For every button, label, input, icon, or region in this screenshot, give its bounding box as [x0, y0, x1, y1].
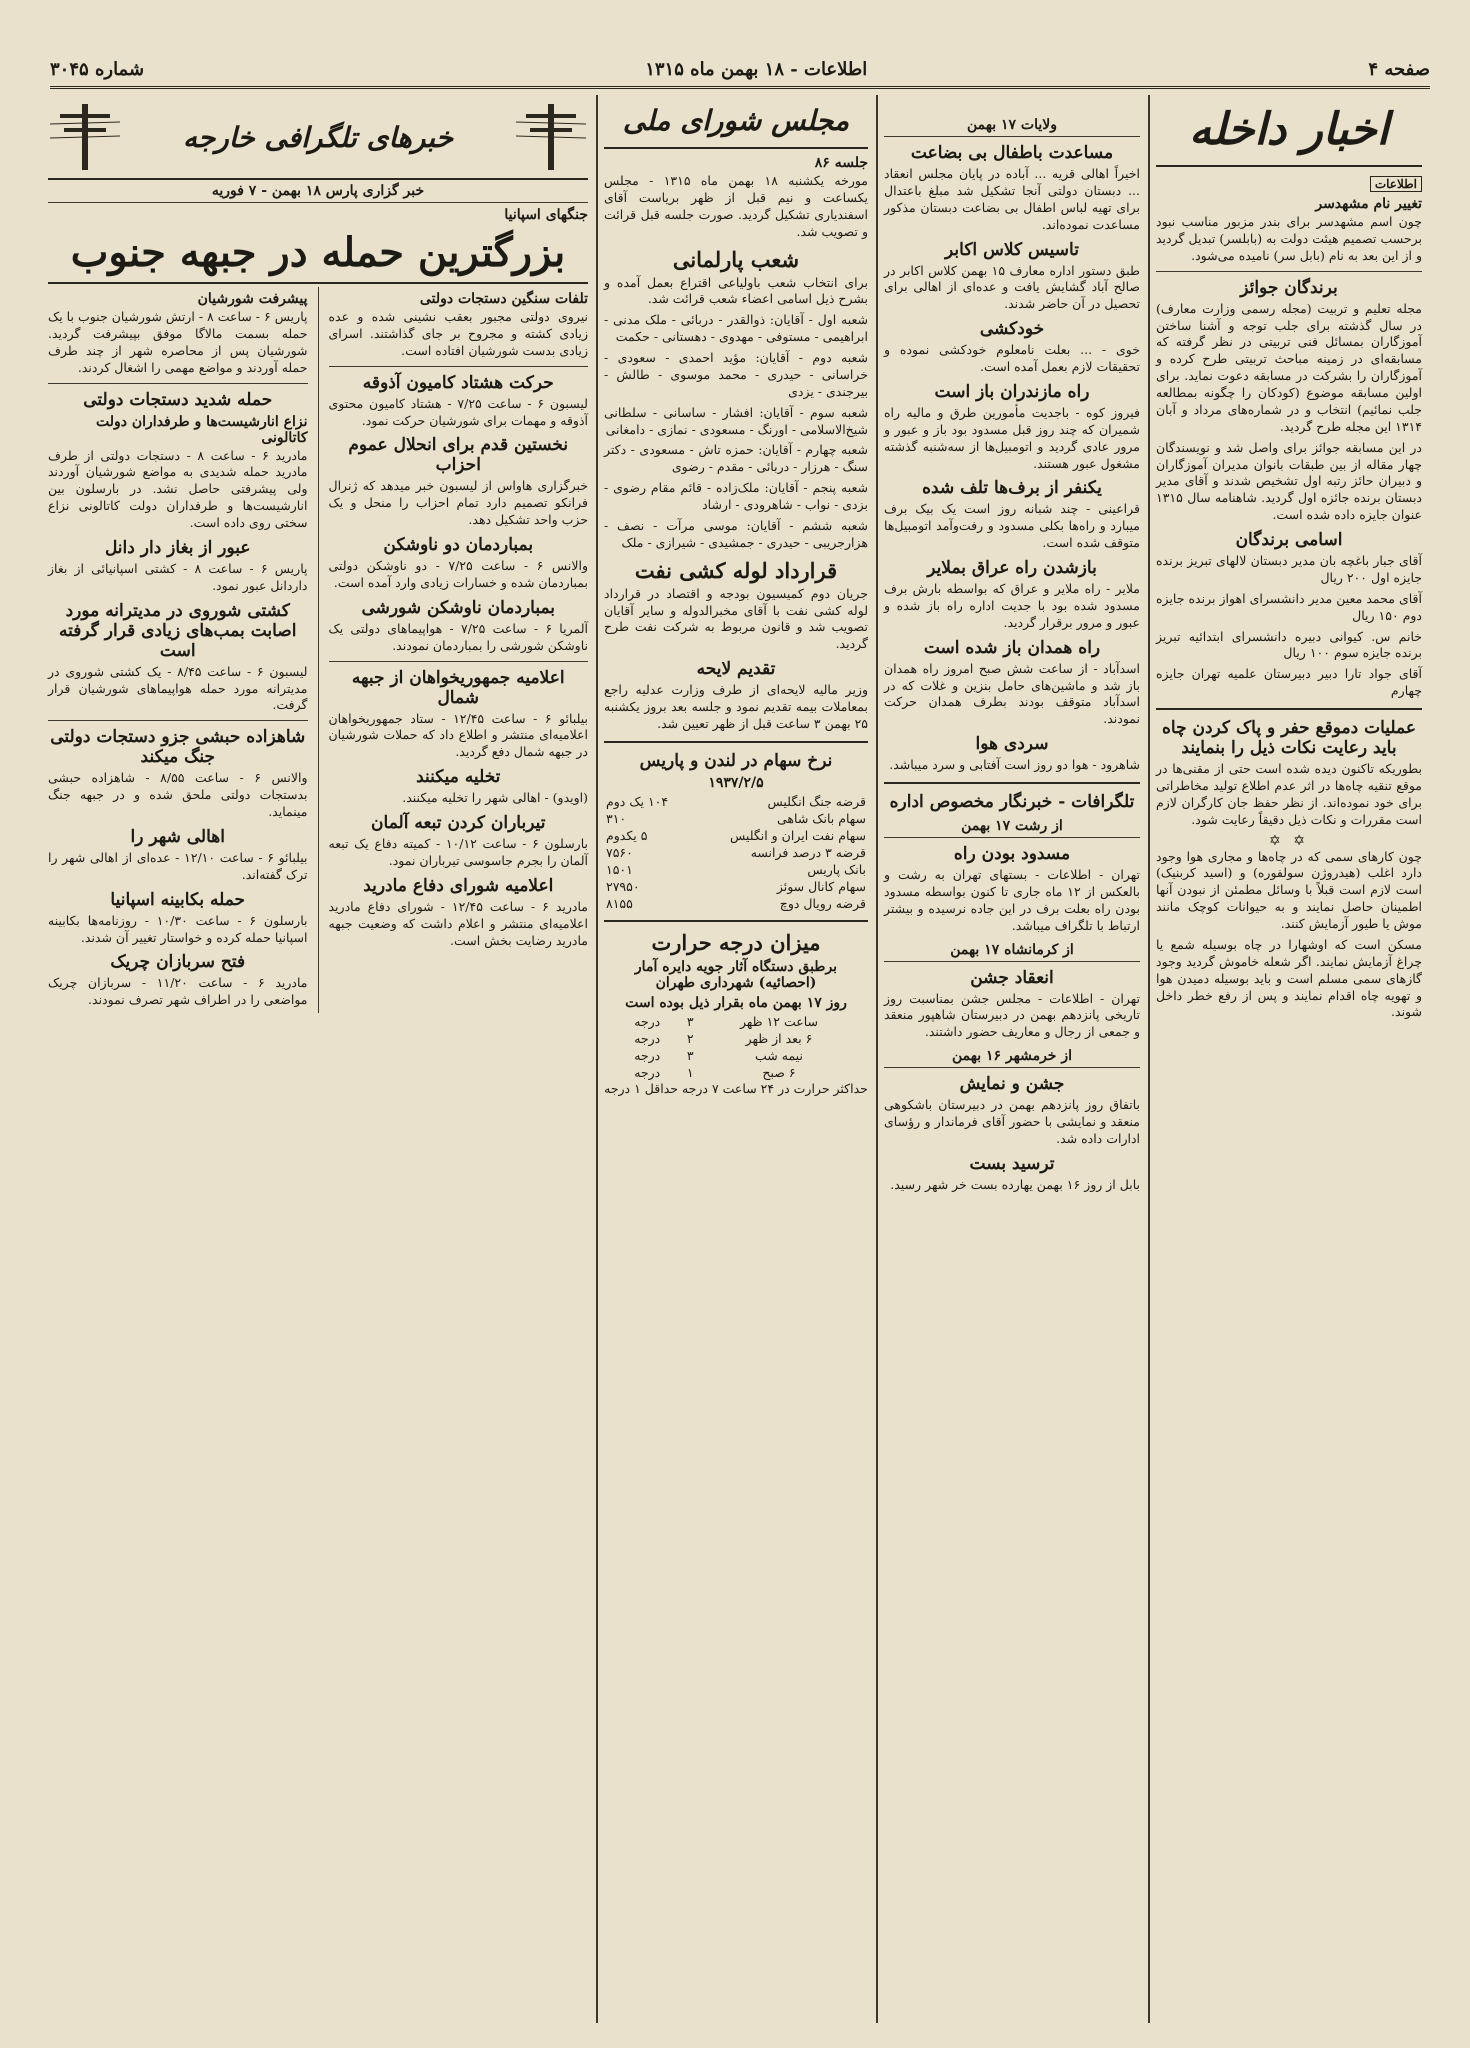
headline: بمباردمان دو ناوشکن [383, 535, 534, 555]
article-text: مجله تعلیم و تربیت (مجله رسمی وزارت معارف) در سال گذشته برای جلب توجه و آشنا ساختن آموزگاران بمسائل فنی تربیتی در نظر گرفته که مسابقه‌ای در زمینه مباحث تربیتی طرح کرده و آموزگاران را بشرکت در مسابقه دعوت نماید. برای اولین مسابقه موضوع (کودکان را چگونه بمطالعه جلب نمائیم) انتخاب و در شماره‌های مرداد و آبان ۱۳۱۴ این مجله طرح گردید. [1156, 300, 1422, 434]
table-cell: ۶ بعد از ظهر [745, 1030, 813, 1046]
table-cell: ۳ [686, 1013, 694, 1029]
session-number: جلسه ۸۶ [814, 155, 868, 171]
article-text: نیروی دولتی مجبور بعقب نشینی شده و عده زیادی کشته و مجروح بر جای گذاشتند. اسرای زیادی بدست شورشیان افتاده است. [328, 309, 588, 358]
article-text: جریان دوم کمیسیون بودجه و اقتصاد در قرارداد لوله کشی نفت با آقای مخبرالدوله و سایر آقایان تصویب شد و قانون مربوط به شرکت نفت طرح گردید. [604, 585, 868, 652]
headline: راه همدان باز شده است [923, 637, 1101, 658]
issue-number: شماره ۳۰۴۵ [50, 58, 145, 80]
masthead-provinces [884, 96, 1140, 114]
newspaper-date: اطلاعات - ۱۸ بهمن ماه ۱۳۱۵ [645, 58, 868, 80]
table-row [604, 793, 868, 810]
headline: نخستین قدم برای انحلال عموم احزاب [348, 435, 569, 476]
list-item: شعبه دوم - آقایان: مؤید احمدی - سعودی - خراسانی - حیدری - محمد موسوی - طالش - بیرجندی - یزدی [604, 350, 868, 399]
headline: اعلامیه جمهوریخواهان از جبهه شمال [351, 667, 565, 708]
subcolumn-left [48, 287, 308, 1013]
table-row [604, 895, 868, 912]
table-cell: بانک پاریس [807, 861, 866, 877]
headline: کشتی شوروی در مدیترانه مورد اصابت بمب‌های زیادی قرار گرفته است [59, 600, 297, 661]
two-column-layout [48, 287, 588, 1013]
headline: تقدیم لایحه [696, 659, 776, 680]
article-text: مادرید ۶ - ساعت ۱۱/۲۰ - سربازان چریک مواضعی را در اطراف شهر تصرف نمودند. [48, 975, 308, 1008]
table-cell: ۷۵۶۰ [606, 844, 633, 860]
table-cell: سهام کانال سوئز [776, 878, 866, 894]
main-headline: بزرگترین حمله در جبهه جنوب [48, 229, 588, 284]
temperature-source: برطبق دستگاه آثار جویه دایره آمار (احصائیه) شهرداری طهران [634, 958, 838, 991]
table-row [604, 861, 868, 878]
dateline: از رشت ۱۷ بهمن [884, 815, 1140, 838]
headline: نرخ سهام در لندن و پاریس [639, 750, 833, 771]
table-cell: ۱۵۰۱ [606, 861, 633, 877]
article-text: پاریس ۶ - ساعت ۸ - کشتی اسپانیائی از بغاز داردانل عبور نمود. [48, 560, 308, 593]
table-cell: قرضه جنگ انگلیس [767, 793, 866, 809]
headline: سردی هوا [975, 734, 1049, 755]
article-text: خبرگزاری هاواس از لیسبون خبر میدهد که ژنرال فرانکو تصمیم دارد تمام احزاب را منحل و یک حزب واحد تشکیل دهد. [328, 478, 588, 528]
list-item: آقای جبار باغچه بان مدیر دبستان لالهای تبریز برنده جایزه اول ۲۰۰ ریال [1156, 553, 1422, 585]
table-cell: قرضه رویال دوچ [779, 895, 866, 911]
article-text: بیلبائو ۶ - ساعت ۱۲/۴۵ - ستاد جمهوریخواهان اعلامیه‌ای منتشر و اطلاع داد که حملات شورشیان در جبهه شمال دفع گردید. [328, 710, 588, 760]
headline: یکنفر از برف‌ها تلف شده [922, 478, 1102, 499]
headline: شعب پارلمانی [672, 246, 800, 272]
dateline: خبر گزاری پارس ۱۸ بهمن - ۷ فوریه [48, 180, 588, 203]
table-cell: سهام نفت ایران و انگلیس [730, 827, 866, 843]
article-text: طبق دستور اداره معارف ۱۵ بهمن کلاس اکابر در صالح آباد گشایش یافت و عده‌ای از اهالی برای تحصیل در آن حاضر شدند. [884, 262, 1140, 312]
table-row [617, 1064, 855, 1081]
table-cell: نیمه شب [755, 1047, 803, 1063]
list-item: شعبه اول - آقایان: ذوالقدر - دربائی - ملک مدنی - ابراهیمی - مستوفی - مهدوی - دهستانی - حکمت [604, 312, 868, 345]
article-text: برای انتخاب شعب باولیاعی اقتراع بعمل آمده و بشرح ذیل اسامی اعضاء شعب قرائت شد. [604, 274, 868, 307]
headline: ترسید بست [969, 1153, 1055, 1174]
subcolumn-right [329, 287, 589, 1013]
article-text: قراعینی - چند شبانه روز است یک بیک برف میبارد و راه‌ها بکلی مسدود و رفت‌وآمد اتومبیل‌ها متوقف شده است. [884, 501, 1140, 551]
table-row [617, 1030, 855, 1047]
headline: فتح سربازان چریک [110, 952, 246, 973]
headline: برندگان جوائز [1240, 277, 1338, 298]
dateline: از خرمشهر ۱۶ بهمن [884, 1045, 1140, 1068]
table-cell: درجه [634, 1047, 661, 1063]
headline: حرکت هشتاد کامیون آذوقه [362, 372, 554, 393]
article-text: لیسبون ۶ - ساعت ۸/۴۵ - یک کشتی شوروی در مدیترانه مورد حمله هواپیماهای شورشیان قرار گرفت. [48, 663, 308, 713]
temperature-table [617, 1013, 855, 1081]
article-text: وزیر مالیه لایحه‌ای از طرف وزارت عدلیه راجع بمعاملات بیمه تقدیم نمود و جلسه بعد بروز یکشنبه ۲۵ بهمن ۳ ساعت قبل از ظهر تعیین شد. [604, 682, 868, 731]
headline: حمله بکابینه اسپانیا [110, 889, 246, 910]
headline: خودکشی [979, 319, 1045, 340]
page-header [50, 52, 1430, 89]
column-parliament [598, 96, 874, 2026]
article-text: اسدآباد - از ساعت شش صبح امروز راه همدان باز شد و ماشین‌های حامل بنزین و غلات که در اسدآباد متوقف بودند بطرف همدان حرکت نمودند. [884, 660, 1140, 727]
column-domestic-news [1150, 96, 1428, 2026]
table-cell: درجه [634, 1030, 661, 1046]
article-text: ملایر - راه ملایر و عراق که بواسطه بارش برف مسدود شده بود با جدیت اداره راه باز شده و عبور و مرور برقرار گردید. [884, 581, 1140, 630]
table-cell: ۱ [686, 1064, 694, 1080]
table-cell: درجه [634, 1013, 661, 1029]
headline: اعلامیه شورای دفاع مادرید [363, 875, 554, 896]
list-item: شعبه چهارم - آقایان: حمزه تاش - مسعودی - دکتر سنگ - هرزار - دربائی - مقدم - رضوی [604, 442, 868, 475]
table-row [604, 810, 868, 827]
headline: تاسیس کلاس اکابر [945, 239, 1079, 260]
headline: تیرباران کردن تبعه آلمان [371, 813, 546, 833]
table-cell: قرضه ۳ درصد فرانسه [750, 844, 866, 860]
table-row [604, 827, 868, 844]
article-text: پاریس ۶ - ساعت ۸ - ارتش شورشیان جنوب با یک حمله بسمت مالاگا موفق بپیشرفت گردید. شورشیان پس از محاصره شهر از چند طرف حمله آوردند و مواضع مهمی را اشغال کردند. [48, 309, 308, 375]
article-text: بابل از روز ۱۶ بهمن یهارده بست خر شهر رسید. [890, 1176, 1140, 1192]
column-foreign-news [42, 96, 594, 2026]
table-cell: ۲۷۹۵۰ [606, 878, 640, 894]
telegraph-pole-icon [50, 102, 120, 172]
article-text: والانس ۶ - ساعت ۷/۲۵ - دو ناوشکن دولتی بمباردمان شده و خسارات زیادی وارد آمده است. [328, 558, 588, 590]
headline: اهالی شهر را [130, 826, 225, 847]
table-cell: ۵ یکدوم [606, 827, 648, 843]
article-text: مادرید ۶ - ساعت ۸ - دستجات دولتی از طرف مادرید حمله شدیدی به مواضع شورشیان آوردند ولی پیشرفتی حاصل نشد. در بارسلون بین انارشیست‌ها و طرفداران دولت کاتالونی نزاع سختی روی داده است. [48, 447, 308, 530]
article-text: مسکن است که اوشهارا در چاه بوسیله شمع یا چراغ آزمایش نمایند. اگر شعله خاموش گردید وجود گازهای سمی مسلم است و باید بوسیله دمیدن هوا و تهویه چاه اقدام نمایند و پس از رفع خطر داخل شوند. [1156, 936, 1422, 1020]
headline: تخلیه میکنند [416, 767, 501, 788]
article-text: تهران - اطلاعات - بستهای تهران به رشت و بالعکس از ۱۲ ماه جاری تا کنون بواسطه مسدود بودن راه بعلت برف در این جاده نرسیده و بیشتر ارتباط با تلگراف میباشد. [884, 867, 1141, 933]
article-text: بطوریکه تاکنون دیده شده است حتی از مقنی‌ها در موقع تنقیه چاه‌ها در اثر عدم اطلاع تولید مخاطراتی برای خود نموده‌اند. از نظر حفظ جان کارگران لازم است مقررات و نکات ذیل دقیقاً رعایت شود. [1156, 761, 1422, 827]
article-text: اخیراً اهالی قریه ... آباده در پایان مجلس انعقاد ... دبستان دولتی آنجا تشکیل شد مبلغ باعتدال برای تهیه لباس اطفال بی بضاعت دبستان مذکور مساعدت نموده‌اند. [884, 166, 1140, 232]
headline: عملیات دموقع حفر و پاک کردن چاه باید رعایت نکات ذیل را بنمایند [1161, 718, 1416, 758]
list-item: شعبه پنجم - آقایان: ملک‌زاده - قائم مقام رضوی - بزدی - نواب - شاهرودی - ارشاد [604, 480, 868, 512]
headline: بمباردمان ناوشکن شورشی [361, 597, 556, 618]
table-cell: ساعت ۱۲ ظهر [739, 1013, 818, 1029]
masthead-domestic: اخبار داخله [1156, 96, 1422, 167]
article-text: چون اسم مشهدسر برای بندر مزبور مناسب نبود برحسب تصمیم هیئت دولت به (بابلسر) تبدیل گردید و از این بعد به نام (بابل سر) نامیده می‌شود. [1156, 214, 1422, 263]
article-text: مادرید ۶ - ساعت ۱۲/۴۵ - شورای دفاع مادرید اعلامیه‌ای منتشر و اعلام داشت که وضعیت جبهه مادرید رضایت بخش است. [328, 898, 588, 948]
article-text: خوی - ... بعلت نامعلوم خودکشی نموده و تحقیقات لازم بعمل آمده است. [884, 342, 1140, 374]
headline: بازشدن راه عراق بملایر [927, 558, 1097, 578]
headline: مسدود بودن راه [953, 844, 1071, 864]
article-text: مورخه یکشنبه ۱۸ بهمن ماه ۱۳۱۵ - مجلس یکساعت و نیم قبل از ظهر بریاست آقای اسفندیاری تشکیل گردید. صورت جلسه قبل قرائت و تصویب شد. [604, 173, 869, 239]
newspaper-badge: اطلاعات [1370, 176, 1422, 192]
article-text: فیروز کوه - باجدیت مأمورین طرق و مالیه راه شمیران که چند روز قبل مسدود بود باز و عبور و مرور عادی گردید و اتومبیل‌ها از سه‌شنبه گذشته مشغول عبور هستند. [884, 404, 1140, 471]
article-text: بارسلون ۶ - ساعت ۱۰/۳۰ - روزنامه‌ها بکابینه اسپانیا حمله کرده و خواستار تغییر آن شدند. [48, 912, 308, 945]
list-item: خانم س. کیوانی دبیره دانشسرای ابتدائیه تبریز برنده جایزه سوم ۱۰۰ ریال [1156, 628, 1422, 661]
dateline: ولایات ۱۷ بهمن [884, 114, 1140, 137]
table-cell: درجه [634, 1064, 661, 1080]
table-cell: ۸۱۵۵ [606, 895, 633, 911]
dateline: از کرمانشاه ۱۷ بهمن [884, 939, 1140, 962]
table-cell: ۲ [686, 1030, 694, 1046]
article-text: چون کارهای سمی که در چاه‌ها و مجاری هوا وجود دارد اغلب (هیدروژن سولفوره) و (اسید کربنیک) است لازم است قبلاً با وسائل مطمئن از نبودن آنها اطمینان حاصل نمایند و به حیوانات کوچک مانند موش یا طیور آزمایش کنند. [1156, 848, 1422, 931]
headline: عبور از بغاز دار دانل [104, 537, 251, 558]
table-row [604, 844, 868, 861]
article-text: باتفاق روز پانزدهم بهمن در دبیرستان باشکوهی منعقد و نمایشی با حضور آقای فرماندار و رؤسای ادارات داده شد. [884, 1097, 1140, 1146]
headline: تغییر نام مشهدسر [1315, 196, 1422, 212]
article-text: بارسلون ۶ - ساعت ۱۰/۱۲ - کمیته دفاع یک تبعه آلمان را بجرم جاسوسی تیرباران نمود. [328, 836, 588, 868]
stock-date: ۱۹۳۷/۲/۵ [708, 774, 764, 791]
headline: حمله شدید دستجات دولتی [83, 389, 273, 410]
subheadline: نزاع انارشیست‌ها و طرفداران دولت کاتالونی [95, 413, 308, 446]
article-text: بیلبائو ۶ - ساعت ۱۲/۱۰ - عده‌ای از اهالی شهر را ترک گفته‌اند. [48, 849, 308, 882]
list-item: شعبه سوم - آقایان: افشار - ساسانی - سلطانی شیخ‌الاسلامی - اورنگ - مسعودی - نمازی - دامغانی [604, 404, 868, 437]
headline: شاهزاده حبشی جزو دستجات دولتی جنگ میکند [50, 727, 306, 768]
table-cell: ۳ [686, 1047, 694, 1063]
table-cell: ۱۰۴ یک دوم [606, 793, 669, 809]
list-item: آقای محمد معین مدیر دانشسرای اهواز برنده جایزه دوم ۱۵۰ ریال [1156, 590, 1422, 623]
subcolumn-divider [318, 287, 319, 1013]
star-ornament-icon: ✡ ✡ [1269, 832, 1309, 849]
table-cell: سهام بانک شاهی [777, 810, 866, 826]
headline: اسامی برندگان [1235, 530, 1343, 550]
list-item: شعبه ششم - آقایان: موسی مرآت - نصف - هزارجریبی - حیدری - جمشیدی - شیرازی - ملک [604, 517, 868, 550]
telegraph-pole-icon [516, 102, 586, 172]
table-cell: ۳۱۰ [606, 810, 627, 826]
masthead-foreign: خبرهای تلگرافی خارجه [48, 96, 588, 180]
article-text: والانس ۶ - ساعت ۸/۵۵ - شاهزاده حبشی بدستجات دولتی ملحق شده و در جبهه جنگ مینماید. [48, 770, 308, 819]
stock-table [604, 793, 868, 912]
headline: قرارداد لوله کشی نفت [634, 557, 838, 583]
temperature-note: حداکثر حرارت در ۲۴ ساعت ۷ درجه حداقل ۱ درجه [604, 1080, 868, 1096]
article-text: (اویدو) - اهالی شهر را تخلیه میکنند. [402, 790, 588, 806]
list-item: آقای جواد تارا دبیر دبیرستان علمیه تهران جایزه چهارم [1156, 666, 1422, 699]
page-number: صفحه ۴ [1368, 58, 1430, 80]
headline: پیشرفت شورشیان [197, 291, 308, 307]
article-text: در این مسابقه جوائز برای واصل شد و نویسندگان چهار مقاله از بین طبقات بانوان مدیران آموزگاران و دبیران حائز رتبه اول تشخیص شدند و آقای مدیر دبستان برنده جائزه اول گردید. شاهنامه سال ۱۳۱۵ عنوان جایزه داده شده است. [1156, 439, 1422, 523]
headline: میزان درجه حرارت [651, 929, 821, 955]
headline: انعقاد جشن [970, 967, 1054, 988]
headline: تلگرافات - خبرنگار مخصوص اداره [889, 792, 1135, 812]
headline: مساعدت باطفال بی بضاعت [910, 143, 1114, 163]
table-row [617, 1047, 855, 1064]
headline: راه مازندران باز است [934, 381, 1090, 402]
article-text: لیسبون ۶ - ساعت ۷/۲۵ - هشتاد کامیون محتوی آذوقه و مهمات برای شورشیان حرکت نمود. [328, 395, 588, 428]
headline: جشن و نمایش [959, 1074, 1065, 1095]
table-row [617, 1013, 855, 1030]
article-text: شاهرود - هوا دو روز است آفتابی و سرد میباشد. [889, 757, 1140, 773]
masthead-parliament: مجلس شورای ملی [604, 96, 868, 149]
table-cell: ۶ صبح [762, 1064, 796, 1080]
column-provinces [878, 96, 1146, 2026]
article-text: تهران - اطلاعات - مجلس جشن بمناسبت روز تاریخی پانزدهم بهمن در دبیرستان شاهپور منعقد و جمعی از رجال و معاریف حضور داشتند. [884, 990, 1140, 1040]
section-tag: جنگهای اسپانیا [504, 207, 588, 223]
temperature-date: روز ۱۷ بهمن ماه بقرار ذیل بوده است [625, 994, 847, 1011]
table-row [604, 878, 868, 895]
headline: تلفات سنگین دستجات دولتی [419, 291, 588, 307]
article-text: آلمریا ۶ - ساعت ۷/۲۵ - هواپیماهای دولتی یک ناوشکن شورشی را بمباردمان نمودند. [328, 620, 588, 653]
